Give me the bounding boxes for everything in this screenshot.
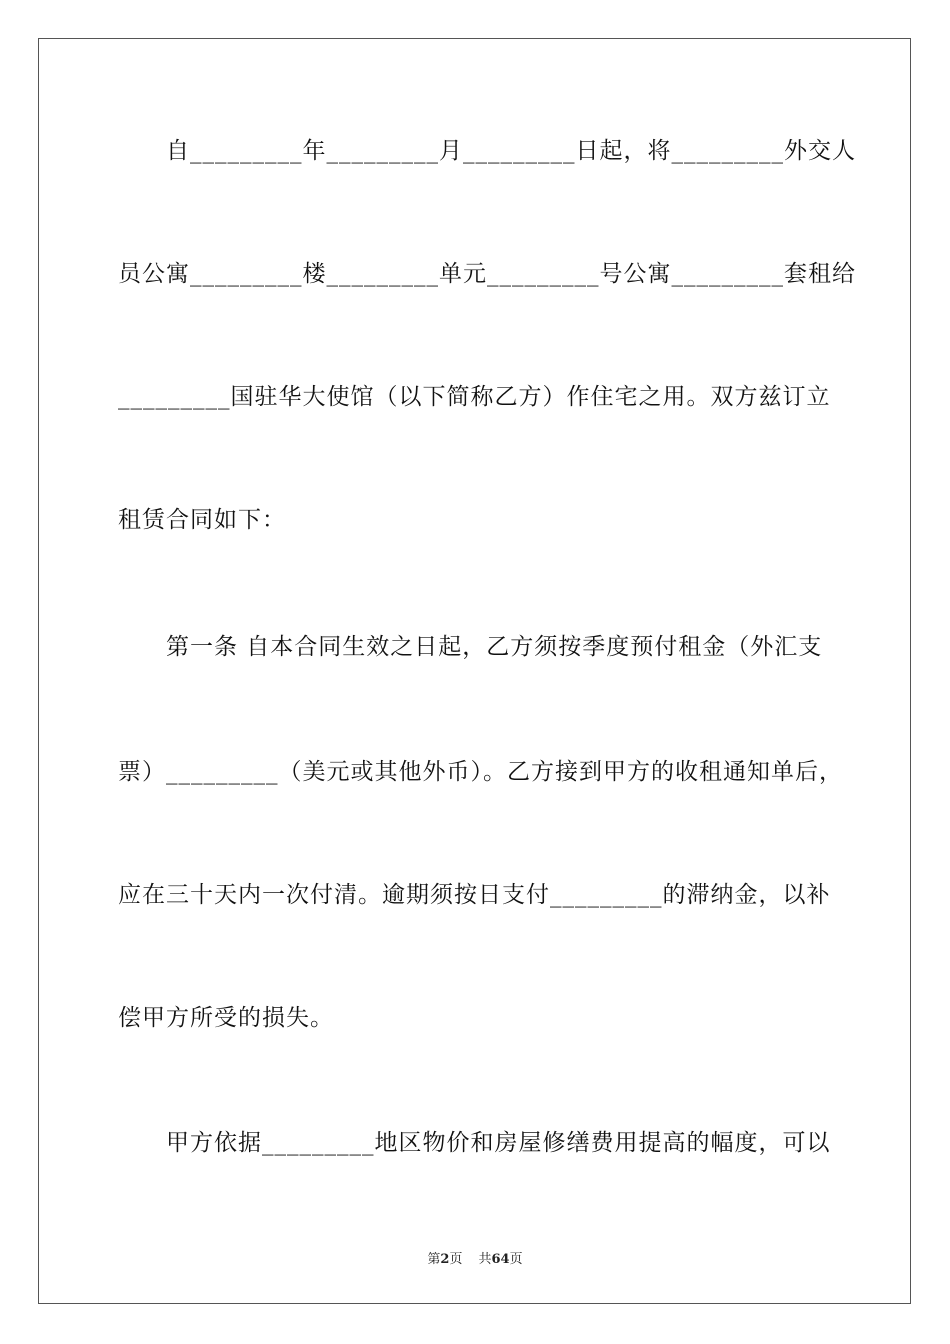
page-frame [38,38,911,1304]
page-footer [0,1248,950,1267]
total-suffix: 页 [509,1252,523,1267]
body-line: 自_________年_________月_________日起，将_________外交人 [166,138,856,164]
body-line: 员公寓_________楼_________单元_________号公寓_________套租给 [118,261,856,287]
body-line: 第一条 自本合同生效之日起，乙方须按季度预付租金（外汇支 [166,634,823,660]
total-prefix: 共 [478,1252,492,1267]
page-number: 2 [440,1252,450,1267]
body-line: 租赁合同如下： [118,507,286,533]
body-line: 甲方依据_________地区物价和房屋修缮费用提高的幅度，可以 [166,1130,831,1156]
page-prefix: 第 [427,1252,441,1267]
body-line: 票）_________（美元或其他外币）。乙方接到甲方的收租通知单后， [118,759,843,785]
body-line: 应在三十天内一次付清。逾期须按日支付_________的滞纳金，以补 [118,882,831,908]
page-suffix: 页 [449,1252,463,1267]
body-line: _________国驻华大使馆（以下简称乙方）作住宅之用。双方兹订立 [118,384,831,410]
total-pages: 64 [491,1252,510,1267]
body-line: 偿甲方所受的损失。 [118,1005,334,1031]
